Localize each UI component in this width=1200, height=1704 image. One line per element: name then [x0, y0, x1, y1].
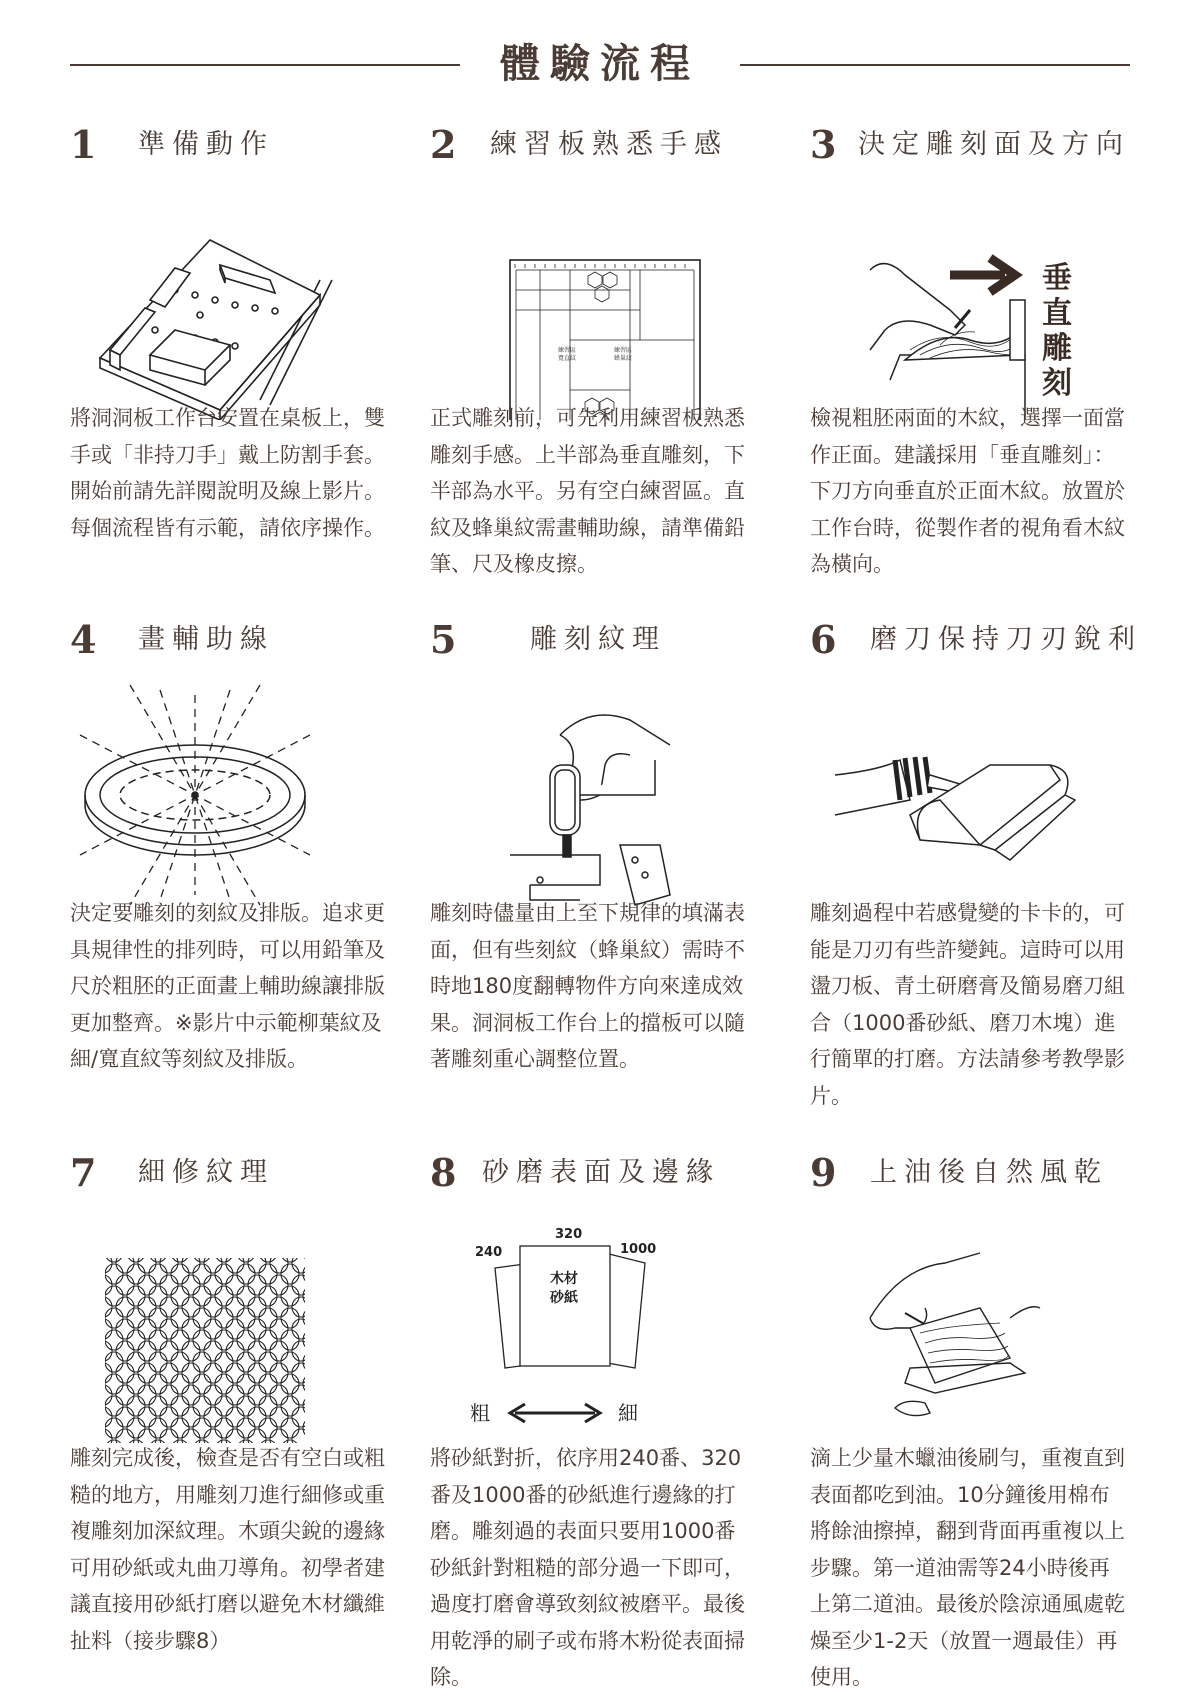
practice-board-illustration — [430, 180, 760, 420]
step-number: 7 — [70, 1150, 97, 1195]
guide-lines-illustration — [70, 675, 400, 915]
step-header — [810, 1148, 1140, 1198]
grit-1000: 1000 — [620, 1242, 657, 1257]
fine-label: 細 — [618, 1401, 638, 1425]
honeycomb-pattern-label: 蜂巢紋 — [614, 355, 633, 362]
step-description: 將砂紙對折，依序用240番、320番及1000番的砂紙進行邊緣的打磨。雕刻過的表面只要用1000番砂紙針對粗糙的部分過一下即可，過度打磨會導致刻紋被磨平。最後用乾淨的刷子或布將木粉從表面掃除。 — [430, 1446, 745, 1689]
step-number: 6 — [810, 617, 837, 662]
workbench-illustration — [70, 180, 400, 420]
step-title: 細修紋理 — [138, 1157, 274, 1188]
vertical-carving-label-1: 垂 — [1042, 261, 1072, 296]
step-description: 正式雕刻前，可先利用練習板熟悉雕刻手感。上半部為垂直雕刻，下半部為水平。另有空白練習區。直紋及蜂巢紋需畫輔助線，請準備鉛筆、尺及橡皮擦。 — [430, 406, 745, 576]
step-header — [810, 120, 1140, 170]
svg-text:雕: 雕 — [1042, 331, 1072, 366]
sandpaper-illustration — [430, 1208, 760, 1448]
carving-illustration — [430, 675, 760, 915]
sharpening-illustration — [810, 675, 1140, 915]
svg-text:直: 直 — [1042, 296, 1072, 331]
step-description: 雕刻完成後，檢查是否有空白或粗糙的地方，用雕刻刀進行細修或重複雕刻加深紋理。木頭尖銳的邊緣可用砂紙或丸曲刀導角。初學者建議直接用砂紙打磨以避免木材纖維扯料（接步驟8） — [70, 1446, 385, 1653]
oiling-illustration — [810, 1208, 1140, 1448]
step-number: 8 — [430, 1150, 457, 1195]
step-header — [70, 120, 400, 170]
step-title: 練習板熟悉手感 — [490, 129, 728, 160]
step-number: 3 — [810, 122, 837, 167]
step-title: 決定雕刻面及方向 — [858, 129, 1130, 160]
step-header — [430, 1148, 760, 1198]
coarse-label: 粗 — [470, 1401, 490, 1425]
texture-illustration — [70, 1208, 400, 1448]
step-header — [430, 120, 760, 170]
grit-240: 240 — [475, 1245, 503, 1260]
step-title: 雕刻紋理 — [530, 624, 666, 655]
step-header — [70, 1148, 400, 1198]
svg-text:刻: 刻 — [1042, 366, 1072, 401]
grit-320: 320 — [555, 1227, 583, 1242]
step-number: 5 — [430, 617, 457, 662]
step-number: 4 — [70, 617, 97, 662]
wide-straight-pattern-label: 寬直紋 — [558, 355, 577, 362]
step-description: 雕刻過程中若感覺變的卡卡的，可能是刀刃有些許變鈍。這時可以用盪刀板、青土研磨膏及簡易磨刀組合（1000番砂紙、磨刀木塊）進行簡單的打磨。方法請參考教學影片。 — [810, 901, 1125, 1108]
title-bar — [70, 40, 1130, 88]
practice-zone-label: 練習區 — [614, 347, 633, 354]
step-title: 砂磨表面及邊緣 — [482, 1157, 720, 1188]
step-number: 9 — [810, 1150, 837, 1195]
step-number: 1 — [70, 122, 97, 167]
step-description: 滴上少量木蠟油後刷勻，重複直到表面都吃到油。10分鐘後用棉布將餘油擦掉，翻到背面再重複以上步驟。第一道油需等24小時後再上第二道油。最後於陰涼通風處乾燥至少1-2天（放置一週最佳）再使用。 — [810, 1446, 1125, 1689]
step-title: 準備動作 — [138, 129, 274, 160]
step-header — [810, 615, 1140, 665]
sandpaper-label-2: 砂紙 — [550, 1290, 578, 1306]
step-description: 檢視粗胚兩面的木紋，選擇一面當作正面。建議採用「垂直雕刻」：下刀方向垂直於正面木紋。放置於工作台時，從製作者的視角看木紋為橫向。 — [810, 406, 1125, 576]
title-divider-right — [740, 64, 1130, 66]
step-description: 將洞洞板工作台安置在桌板上，雙手或「非持刀手」戴上防割手套。開始前請先詳閱說明及線上影片。每個流程皆有示範，請依序操作。 — [70, 406, 385, 540]
step-header — [430, 615, 760, 665]
step-description: 雕刻時儘量由上至下規律的填滿表面，但有些刻紋（蜂巢紋）需時不時地180度翻轉物件方向來達成效果。洞洞板工作台上的擋板可以隨著雕刻重心調整位置。 — [430, 901, 745, 1071]
step-header — [70, 615, 400, 665]
practice-zone-label: 練習區 — [558, 347, 577, 354]
step-description: 決定要雕刻的刻紋及排版。追求更具規律性的排列時，可以用鉛筆及尺於粗胚的正面畫上輔助線讓排版更加整齊。※影片中示範柳葉紋及細/寬直紋等刻紋及排版。 — [70, 901, 385, 1071]
step-number: 2 — [430, 122, 457, 167]
step-title: 磨刀保持刀刃銳利 — [870, 624, 1142, 655]
carving-direction-illustration — [810, 180, 1140, 420]
step-title: 畫輔助線 — [138, 624, 274, 655]
step-title: 上油後自然風乾 — [870, 1157, 1108, 1188]
page-title: 體驗流程 — [500, 40, 700, 87]
sandpaper-label-1: 木材 — [550, 1271, 578, 1287]
